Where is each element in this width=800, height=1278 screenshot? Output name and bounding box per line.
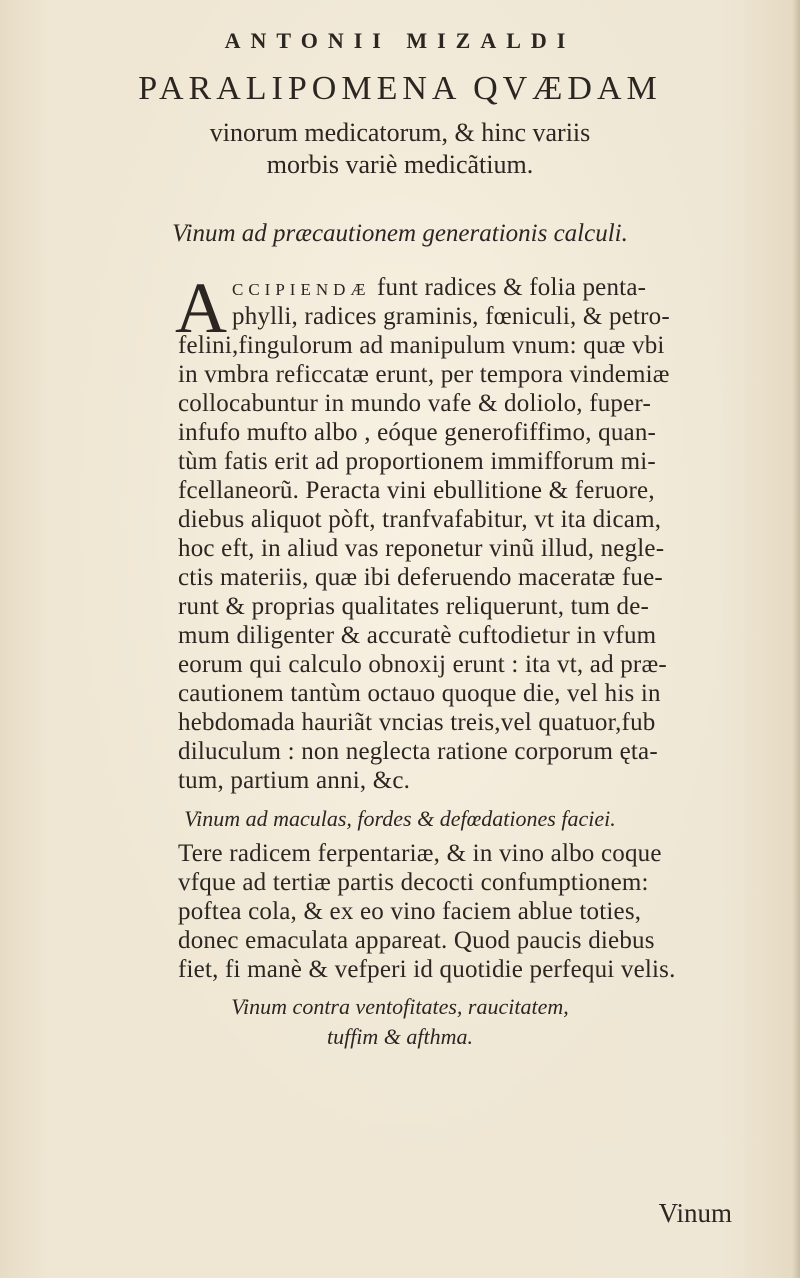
section-heading: Vinum ad maculas, fordes & defœdationes faciei. <box>184 806 616 831</box>
section-heading: Vinum ad præcautionem generationis calculi. <box>172 220 628 247</box>
body-line: runt & proprias qualitates reliquerunt, tum de- <box>178 593 650 620</box>
running-head: ANTONII MIZALDI <box>224 28 576 53</box>
body-line: donec emaculata appareat. Quod paucis diebus <box>178 927 655 954</box>
section-heading: tuffim & afthma. <box>326 1024 474 1049</box>
body-line: tùm fatis erit ad proportionem immifforum mi- <box>178 448 656 475</box>
body-line: eorum qui calculo obnoxij erunt : ita vt, ad præ- <box>178 651 667 678</box>
body-line: diluculum : non neglecta ratione corporum ęta- <box>178 738 658 765</box>
catchword: Vinum <box>658 1198 732 1228</box>
body-line: collocabuntur in mundo vafe & doliolo, fuper- <box>178 390 651 417</box>
body-line: hoc eft, in aliud vas reponetur vinũ illud, negle- <box>178 535 665 562</box>
body-line: hebdomada hauriãt vncias treis,vel quatuor,fub <box>178 709 656 736</box>
body-line-first <box>232 274 646 302</box>
body-line: ctis materiis, quæ ibi deferuendo maceratæ fue- <box>178 564 663 591</box>
body-line: felini,fingulorum ad manipulum vnum: quæ vbi <box>178 332 665 359</box>
subtitle-line: vinorum medicatorum, & hinc variis <box>209 118 591 147</box>
page-title: PARALIPOMENA QVÆDAM <box>138 70 662 107</box>
body-line: diebus aliquot pòft, tranfvafabitur, vt ita dicam, <box>178 506 662 533</box>
body-line: cautionem tantùm octauo quoque die, vel his in <box>178 680 661 707</box>
body-line: fiet, fi manè & vefperi id quotidie perfequi velis. <box>178 956 676 983</box>
section-heading: Vinum contra ventofitates, raucitatem, <box>231 994 569 1019</box>
body-line: fcellaneorũ. Peracta vini ebullitione & feruore, <box>178 477 655 504</box>
drop-cap: A <box>175 268 227 348</box>
body-line: Tere radicem ferpentariæ, & in vino albo coque <box>178 840 662 867</box>
body-line: poftea cola, & ex eo vino faciem ablue toties, <box>178 898 642 925</box>
body-line: mum diligenter & accuratè cuftodietur in vfum <box>178 622 657 649</box>
page-edge-shadow <box>792 0 800 1278</box>
body-line: infufo mufto albo , eóque generofiffimo, quan- <box>178 419 657 446</box>
body-line: vfque ad tertiæ partis decocti confumptionem: <box>178 869 649 896</box>
first-line-text: funt radices & folia penta- <box>370 274 647 301</box>
body-line: in vmbra reficcatæ erunt, per tempora vindemiæ <box>178 361 670 388</box>
subtitle-line: morbis variè medicãtium. <box>266 150 534 179</box>
first-word-smallcaps: CCIPIENDÆ <box>232 280 371 299</box>
body-line: tum, partium anni, &c. <box>178 767 411 794</box>
body-line: phylli, radices graminis, fœniculi, & petro- <box>232 303 670 330</box>
